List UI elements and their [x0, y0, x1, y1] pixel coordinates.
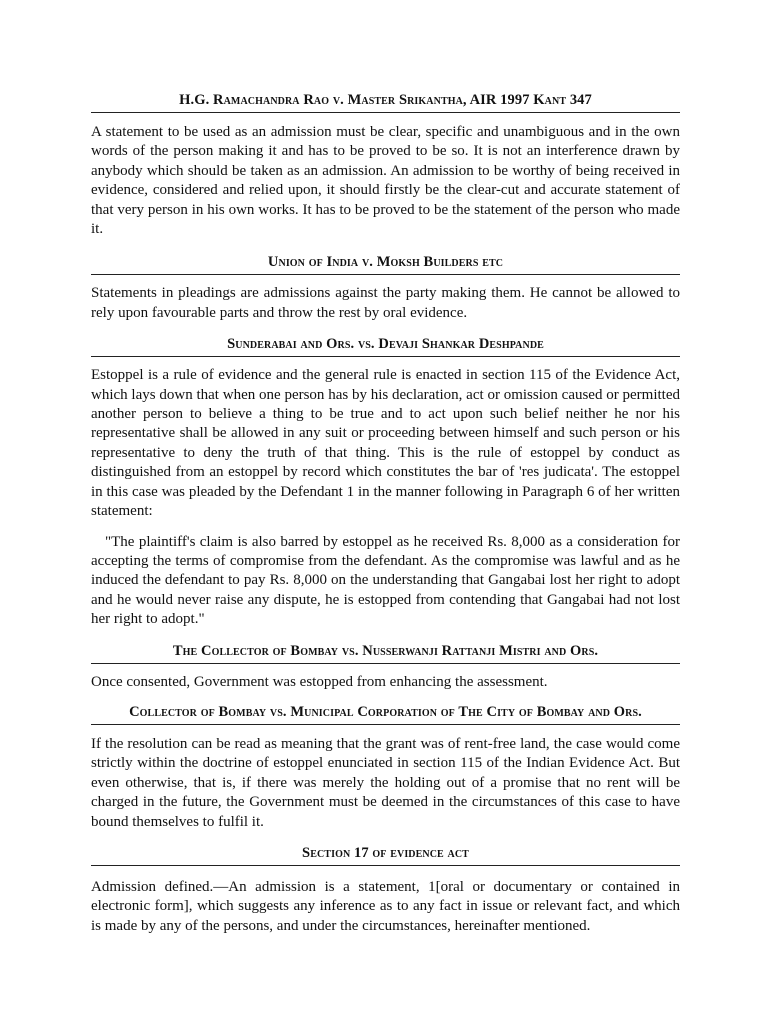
section-heading-section-17: Section 17 of evidence act: [91, 843, 680, 866]
paragraph-admission-defined: Admission defined.—An admission is a statement, 1[oral or documentary or contained in electronic form], which suggests any inference as to any fact in issue or relevant fact, and which is made by any of the persons, and under the circumstances, hereinafter mentioned.: [91, 878, 680, 934]
paragraph-estoppel-rule: Estoppel is a rule of evidence and the general rule is enacted in section 115 of the Evidence Act, which lays down that when one person has by his declaration, act or omission caused or permitted another person to believe a thing to be true and to act upon such belief neither he nor his representative shall be allowed in any suit or proceeding between himself and such person or his representative to deny the truth of that thing. This is the rule of estoppel by conduct as distinguished from an estoppel by record which constitutes the bar of 'res judicata'. The estoppel in this case was pleaded by the Defendant 1 in the manner following in Paragraph 6 of her written statement:: [91, 367, 680, 520]
quote-written-statement: "The plaintiff's claim is also barred by estoppel as he received Rs. 8,000 as a consideration for accepting the terms of compromise from the defendant. As the compromise was lawful and as he induced the defendant to pay Rs. 8,000 on the understanding that Gangabai lost her right to adopt and he would never raise any dispute, he is estopped from contending that Gangabai had not lost her right to adopt.": [91, 533, 680, 628]
paragraph-pleadings-admissions: Statements in pleadings are admissions against the party making them. He cannot be allowed to rely upon favourable parts and throw the rest by oral evidence.: [91, 285, 680, 321]
case-heading-moksh-builders: Union of India v. Moksh Builders etc: [91, 252, 680, 275]
case-heading-nusserwanji: The Collector of Bombay vs. Nusserwanji Rattanji Mistri and Ors.: [91, 641, 680, 664]
paragraph-government-estopped: Once consented, Government was estopped from enhancing the assessment.: [91, 673, 548, 690]
case-heading-sunderabai: Sunderabai and Ors. vs. Devaji Shankar Deshpande: [91, 334, 680, 357]
case-heading-ramachandra-rao: H.G. Ramachandra Rao v. Master Srikantha, AIR 1997 Kant 347: [91, 90, 680, 113]
paragraph-admission-clarity: A statement to be used as an admission must be clear, specific and unambiguous and in the own words of the person making it and has to be proved to be so. It is not an interference drawn by anybody which should be taken as an admission. An admission to be worthy of being received in evidence, considered and relied upon, it should firstly be the clear-cut and accurate statement of that very person in his own works. It has to be proved to be the statement of the person who made it.: [91, 124, 680, 238]
paragraph-rent-free-land: If the resolution can be read as meaning that the grant was of rent-free land, the case would come strictly within the doctrine of estoppel enunciated in section 115 of the Indian Evidence Act. But even otherwise, that is, if there was merely the holding out of a promise that no rent will be charged in the future, the Government must be deemed in the circumstances of this case to have bound themselves to fulfil it.: [91, 735, 680, 830]
case-heading-municipal-corporation: Collector of Bombay vs. Municipal Corporation of The City of Bombay and Ors.: [91, 702, 680, 725]
